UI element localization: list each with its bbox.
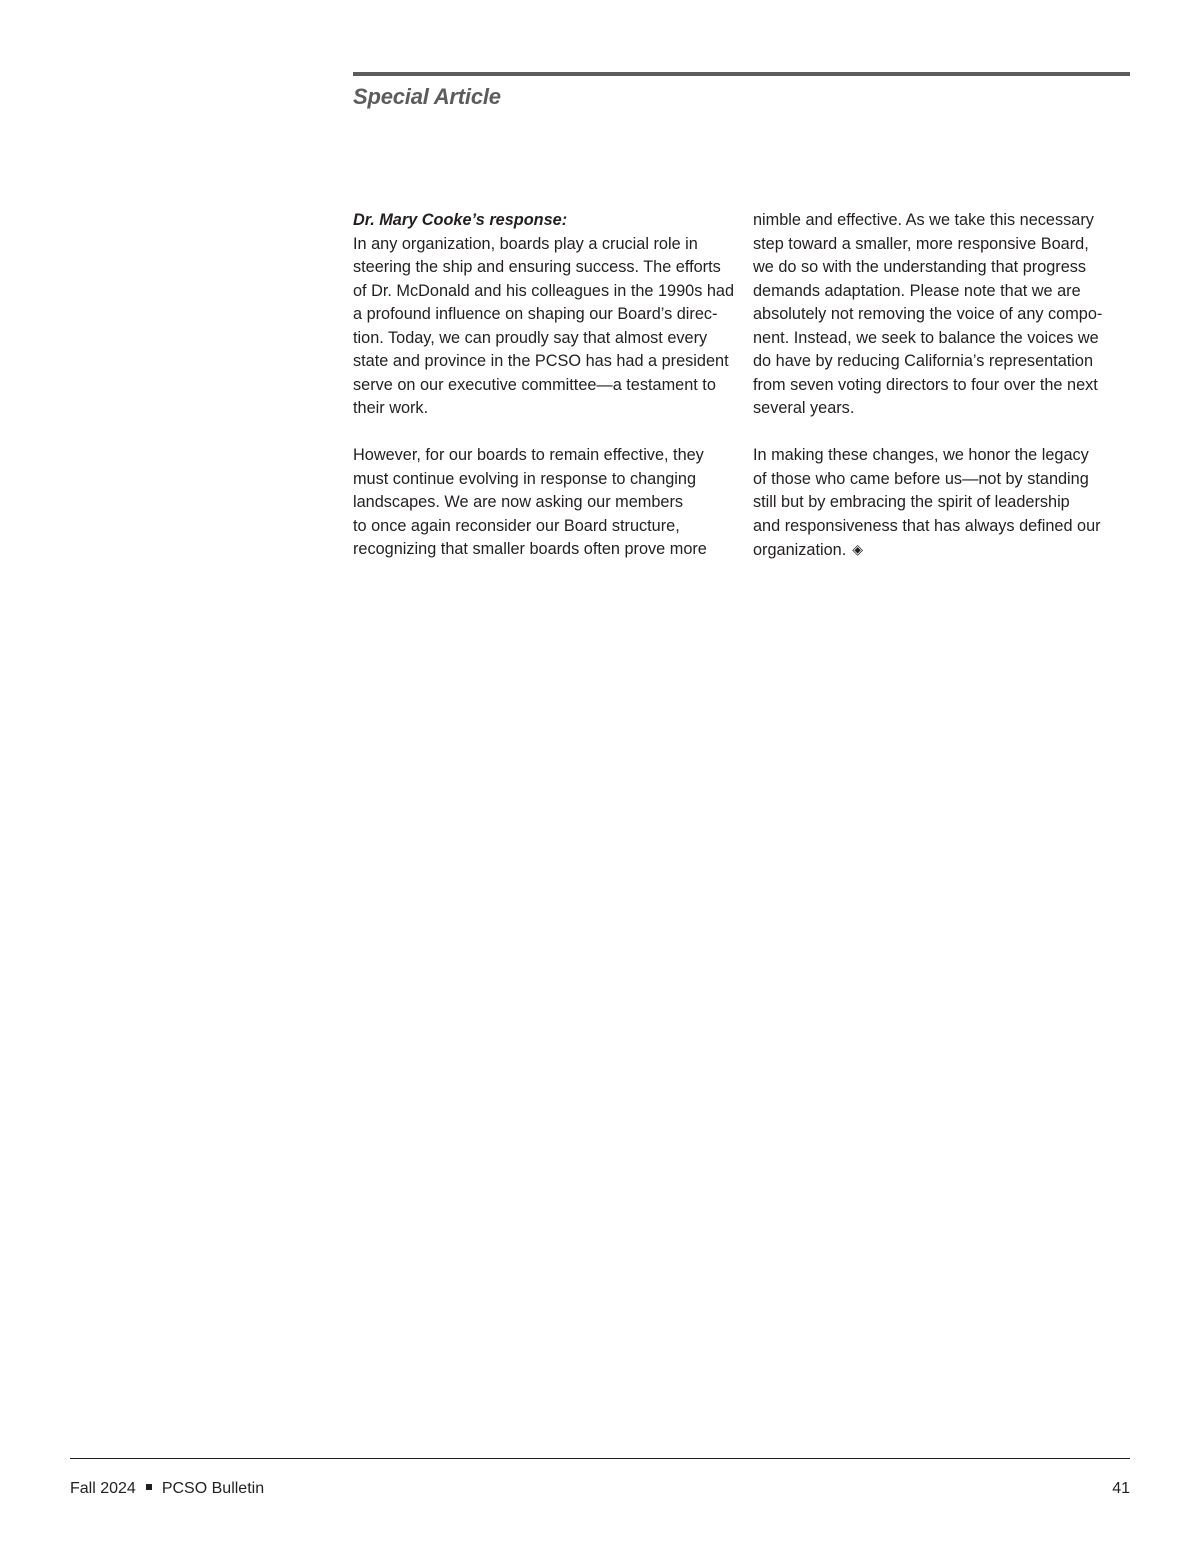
body-line: a profound influence on shaping our Board’s direc- bbox=[353, 305, 718, 323]
body-line-text: organization. bbox=[753, 541, 847, 559]
body-line: serve on our executive committee—a testament to bbox=[353, 375, 716, 394]
body-line: nimble and effective. As we take this necessary bbox=[753, 211, 1094, 229]
body-line: do have by reducing California’s representation bbox=[753, 352, 1094, 370]
body-line: tion. Today, we can proudly say that almost every bbox=[353, 328, 708, 347]
footer-issue-info bbox=[70, 1480, 264, 1498]
body-line: recognizing that smaller boards often prove more bbox=[353, 540, 707, 558]
body-line: absolutely not removing the voice of any compo- bbox=[753, 305, 1103, 323]
top-rule bbox=[353, 72, 1130, 76]
square-bullet-icon bbox=[146, 1484, 152, 1490]
body-line: step toward a smaller, more responsive Board, bbox=[753, 234, 1089, 253]
response-heading: Dr. Mary Cooke’s response: bbox=[353, 211, 568, 229]
body-line: of those who came before us—not by standing bbox=[753, 469, 1089, 488]
body-line: nent. Instead, we seek to balance the voices we bbox=[753, 328, 1099, 347]
article-right-column bbox=[753, 209, 1133, 563]
body-line: of Dr. McDonald and his colleagues in the 1990s had bbox=[353, 281, 735, 300]
paragraph-gap bbox=[753, 421, 1133, 445]
body-line: However, for our boards to remain effective, they bbox=[353, 446, 704, 464]
body-line: steering the ship and ensuring success. The efforts bbox=[353, 258, 721, 276]
body-line: and responsiveness that has always defined our bbox=[753, 516, 1101, 535]
article-left-column bbox=[353, 209, 733, 562]
body-line: several years. bbox=[753, 399, 855, 417]
body-line: from seven voting directors to four over the next bbox=[753, 375, 1098, 394]
body-line: to once again reconsider our Board structure, bbox=[353, 516, 680, 535]
body-line: landscapes. We are now asking our members bbox=[353, 493, 684, 511]
body-line-last bbox=[753, 538, 1133, 563]
body-line: In any organization, boards play a crucial role in bbox=[353, 234, 698, 253]
section-title: Special Article bbox=[353, 84, 501, 109]
body-line: their work. bbox=[353, 399, 429, 417]
footer-rule bbox=[70, 1458, 1130, 1459]
footer-issue: Fall 2024 bbox=[70, 1480, 136, 1497]
body-line: demands adaptation. Please note that we are bbox=[753, 281, 1081, 300]
body-line: state and province in the PCSO has had a president bbox=[353, 352, 729, 370]
body-line: In making these changes, we honor the legacy bbox=[753, 446, 1089, 464]
body-line: must continue evolving in response to changing bbox=[353, 469, 697, 488]
body-line: we do so with the understanding that progress bbox=[753, 258, 1087, 276]
body-line: still but by embracing the spirit of leadership bbox=[753, 493, 1070, 511]
footer-publication: PCSO Bulletin bbox=[161, 1480, 265, 1497]
end-of-article-icon: ◈ bbox=[852, 541, 864, 557]
page-number: 41 bbox=[1112, 1480, 1130, 1497]
paragraph-gap bbox=[353, 421, 733, 445]
